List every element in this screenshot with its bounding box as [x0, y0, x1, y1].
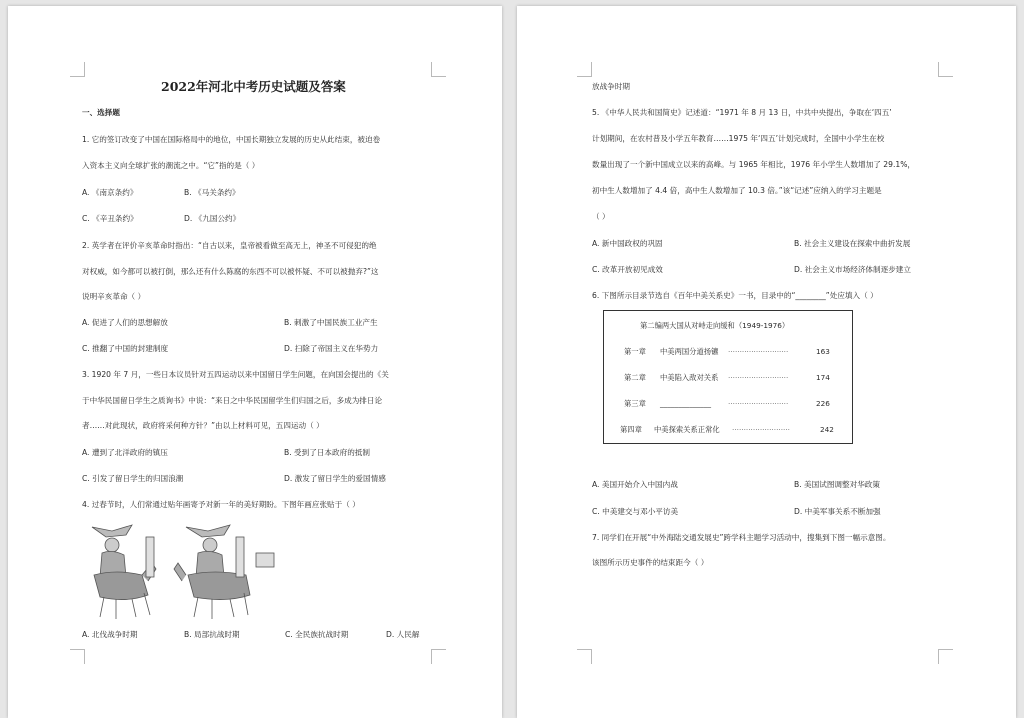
- crop-mark-bottom-right: [431, 649, 446, 664]
- toc-leader: ··························: [728, 347, 789, 356]
- toc-leader: ··························: [728, 399, 789, 408]
- question-3-line: 于中华民国留日学生之质询书》中说：“来日之中华民国留学生们归国之后，多成为排日论: [82, 396, 383, 405]
- option-a: A. 新中国政权的巩固: [592, 239, 663, 248]
- page-title: 2022年河北中考历史试题及答案: [161, 79, 346, 94]
- question-5-line: 数量出现了一个新中国成立以来的高峰。与 1965 年相比，1976 年小学生人数增加了 29.1%，: [592, 160, 916, 169]
- document-page-right: [517, 6, 1016, 718]
- option-d: D. 人民解: [386, 630, 420, 639]
- question-5-line: 计划期间，在农村普及小学五年教育……1975 年‘四五’计划完成时，全国中小学生在校: [592, 134, 885, 143]
- toc-chapter-name: 中美探索关系正常化: [654, 425, 720, 434]
- question-2-line: 2. 英学者在评价辛亥革命时指出：“自古以来，皇帝被看做至高无上，神圣不可侵犯的绝: [82, 241, 377, 250]
- document-page-left: [8, 6, 502, 718]
- question-4-line: 4. 过春节时，人们常通过贴年画寄予对新一年的美好期盼。下图年画应张贴于（ ）: [82, 500, 360, 509]
- toc-chapter-name: 中美两国分道扬镳: [660, 347, 719, 356]
- question-7-line: 该图所示历史事件的结束距今（ ）: [592, 558, 709, 567]
- option-b: B. 美国试图调整对华政策: [794, 480, 880, 489]
- option-d: D. 激发了留日学生的爱国情感: [284, 474, 386, 483]
- crop-mark-bottom-right: [938, 649, 953, 664]
- option-d: D. 《九国公约》: [184, 214, 241, 223]
- crop-mark-top-right: [938, 62, 953, 77]
- table-of-contents-box: [603, 310, 853, 444]
- option-d: D. 扫除了帝国主义在华势力: [284, 344, 379, 353]
- question-3-line: 3. 1920 年 7 月，一些日本议员针对五四运动以来中国留日学生问题，在向国会提出的《关: [82, 370, 389, 379]
- option-a: A. 促进了人们的思想解放: [82, 318, 168, 327]
- toc-chapter-name: 中美陷入敌对关系: [660, 373, 719, 382]
- toc-page-number: 174: [816, 373, 830, 382]
- question-1-line: 入资本主义向全球扩张的潮流之中。“它”指的是（ ）: [82, 161, 260, 170]
- toc-page-number: 226: [816, 399, 830, 408]
- question-2-line: 对权威，如今都可以被打倒，那么还有什么陈腐的东西不可以被怀疑、不可以被抛弃?”这: [82, 267, 379, 276]
- question-2-line: 说明辛亥革命（ ）: [82, 292, 146, 301]
- new-year-painting-image: [86, 523, 281, 621]
- crop-mark-top-left: [70, 62, 85, 77]
- option-b: B. 受到了日本政府的抵制: [284, 448, 370, 457]
- option-a: A. 遭到了北洋政府的镇压: [82, 448, 168, 457]
- continued-text: 放战争时期: [592, 82, 630, 91]
- option-c: C. 引发了留日学生的归国浪潮: [82, 474, 184, 483]
- question-3-line: 者……对此现状，政府将采何种方针？”由以上材料可见，五四运动（ ）: [82, 421, 324, 430]
- option-c: C. 中美建交与邓小平访美: [592, 507, 679, 516]
- crop-mark-top-left: [577, 62, 592, 77]
- option-c: C. 改革开放初见成效: [592, 265, 663, 274]
- crop-mark-bottom-left: [577, 649, 592, 664]
- question-1-line: 1. 它的签订改变了中国在国际格局中的地位，中国长期独立发展的历史从此结束，被迫卷: [82, 135, 381, 144]
- option-c: C. 《辛丑条约》: [82, 214, 138, 223]
- option-b: B. 《马关条约》: [184, 188, 240, 197]
- toc-page-number: 163: [816, 347, 830, 356]
- toc-chapter: 第三章: [624, 399, 646, 408]
- crop-mark-top-right: [431, 62, 446, 77]
- option-c: C. 推翻了中国的封建制度: [82, 344, 169, 353]
- option-b: B. 刺激了中国民族工业产生: [284, 318, 378, 327]
- toc-chapter: 第二章: [624, 373, 646, 382]
- question-6-line: 6. 下图所示目录节选自《百年中美关系史》一书，目录中的“________”处应填入（ ）: [592, 291, 878, 300]
- question-7-line: 7. 同学们在开展“中外海陆交通发展史”跨学科主题学习活动中，搜集到下图一幅示意图。: [592, 533, 891, 542]
- question-5-line: 5. 《中华人民共和国简史》记述道：“1971 年 8 月 13 日，中共中央提出，争取在‘四五’: [592, 108, 892, 117]
- toc-chapter: 第四章: [620, 425, 642, 434]
- option-a: A. 《南京条约》: [82, 188, 138, 197]
- option-c: C. 全民族抗战时期: [285, 630, 349, 639]
- option-a: A. 美国开始介入中国内战: [592, 480, 678, 489]
- toc-chapter: 第一章: [624, 347, 646, 356]
- toc-leader: ·························: [732, 425, 790, 434]
- option-d: D. 中美军事关系不断加强: [794, 507, 881, 516]
- question-5-line: 初中生人数增加了 4.4 倍，高中生人数增加了 10.3 倍。”该“记述”应纳入的学习主题是: [592, 186, 882, 195]
- toc-page-number: 242: [820, 425, 834, 434]
- question-5-line: （ ）: [592, 212, 610, 221]
- toc-chapter-name-blank: ______________: [660, 399, 712, 408]
- toc-title: 第二编两大国从对峙走向缓和（1949-1976）: [640, 321, 790, 330]
- option-d: D. 社会主义市场经济体制逐步建立: [794, 265, 911, 274]
- option-b: B. 社会主义建设在探索中曲折发展: [794, 239, 911, 248]
- crop-mark-bottom-left: [70, 649, 85, 664]
- toc-leader: ··························: [728, 373, 789, 382]
- option-b: B. 局部抗战时期: [184, 630, 240, 639]
- section-heading: 一、选择题: [82, 108, 120, 117]
- option-a: A. 北伐战争时期: [82, 630, 138, 639]
